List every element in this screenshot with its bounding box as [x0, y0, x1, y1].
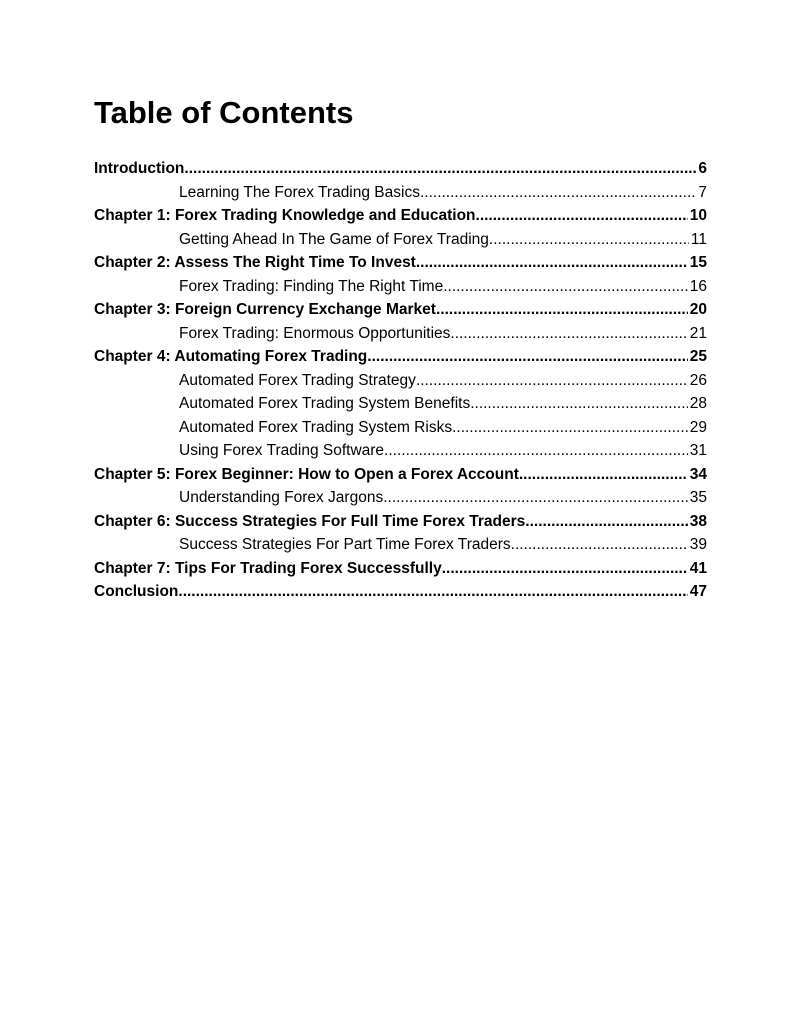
toc-entry-title: Automated Forex Trading System Benefits — [179, 395, 471, 412]
toc-dot-leader — [443, 275, 688, 299]
toc-section-entry[interactable] — [94, 369, 707, 393]
toc-entry-title: Introduction — [94, 160, 185, 177]
toc-entry-title: Automated Forex Trading Strategy — [179, 371, 416, 389]
toc-chapter-entry[interactable] — [94, 298, 707, 322]
toc-entry-title: Conclusion — [94, 583, 179, 600]
toc-section-entry[interactable] — [94, 322, 707, 346]
toc-dot-leader — [519, 463, 688, 487]
toc-dot-leader — [383, 486, 688, 510]
toc-entry-title: Chapter 2: Assess The Right Time To Invest — [94, 254, 416, 271]
toc-page-number: 7 — [698, 183, 707, 201]
toc-section-entry[interactable] — [94, 439, 707, 463]
toc-page-number: 25 — [689, 348, 707, 365]
toc-page-number: 15 — [689, 254, 707, 271]
toc-entry-title: Understanding Forex Jargons — [179, 489, 384, 506]
toc-dot-leader — [178, 580, 687, 604]
toc-dot-leader — [367, 345, 687, 369]
toc-section-entry[interactable] — [94, 416, 707, 440]
toc-page-number: 29 — [689, 418, 707, 436]
toc-page-number: 6 — [698, 160, 707, 177]
toc-chapter-entry[interactable] — [94, 251, 707, 275]
toc-section-entry[interactable] — [94, 181, 707, 205]
toc-dot-leader — [416, 369, 688, 393]
toc-page-number: 16 — [689, 277, 707, 295]
toc-page-number: 20 — [689, 301, 707, 318]
toc-page-number: 34 — [689, 465, 707, 483]
toc-entry-title: Using Forex Trading Software — [179, 442, 385, 459]
toc-chapter-entry[interactable] — [94, 157, 707, 181]
toc-dot-leader — [452, 416, 688, 440]
toc-page-number: 39 — [689, 536, 707, 553]
toc-section-entry[interactable] — [94, 533, 707, 557]
toc-section-entry[interactable] — [94, 228, 707, 252]
toc-entry-title: Chapter 6: Success Strategies For Full Time Forex Traders — [94, 512, 526, 530]
toc-dot-leader — [470, 392, 688, 416]
toc-entry-title: Getting Ahead In The Game of Forex Trading — [179, 230, 489, 248]
toc-entry-title: Chapter 5: Forex Beginner: How to Open a Forex Account — [94, 465, 519, 483]
toc-section-entry[interactable] — [94, 392, 707, 416]
toc-dot-leader — [511, 533, 688, 557]
toc-entry-title: Success Strategies For Part Time Forex Traders — [179, 536, 511, 553]
toc-page-number: 47 — [689, 583, 707, 600]
toc-dot-leader — [525, 510, 687, 534]
toc-entry-title: Forex Trading: Finding The Right Time — [179, 277, 444, 295]
toc-page-number: 31 — [689, 442, 707, 459]
toc-dot-leader — [384, 439, 688, 463]
toc-page-number: 38 — [689, 512, 707, 530]
toc-entry-title: Automated Forex Trading System Risks — [179, 418, 453, 436]
toc-dot-leader — [442, 557, 688, 581]
toc-page-number: 21 — [689, 324, 707, 342]
toc-entry-title: Learning The Forex Trading Basics — [179, 183, 420, 201]
toc-entry-title: Forex Trading: Enormous Opportunities — [179, 324, 451, 342]
toc-chapter-entry[interactable] — [94, 204, 707, 228]
toc-chapter-entry[interactable] — [94, 580, 707, 604]
toc-chapter-entry[interactable] — [94, 510, 707, 534]
toc-dot-leader — [489, 228, 689, 252]
toc-dot-leader — [450, 322, 687, 346]
toc-entry-title: Chapter 1: Forex Trading Knowledge and Education — [94, 207, 476, 224]
toc-section-entry[interactable] — [94, 275, 707, 299]
toc-page-number: 41 — [689, 559, 707, 577]
page-title: Table of Contents — [94, 95, 354, 130]
toc-dot-leader — [476, 204, 688, 228]
toc-page-number: 10 — [689, 207, 707, 224]
table-of-contents — [94, 157, 707, 604]
toc-page-number: 26 — [689, 371, 707, 389]
toc-page-number: 11 — [690, 230, 707, 248]
toc-page-number: 28 — [689, 395, 707, 412]
toc-dot-leader — [420, 181, 696, 205]
toc-chapter-entry[interactable] — [94, 345, 707, 369]
toc-section-entry[interactable] — [94, 486, 707, 510]
toc-entry-title: Chapter 4: Automating Forex Trading — [94, 348, 368, 365]
toc-entry-title: Chapter 7: Tips For Trading Forex Successfully — [94, 559, 442, 577]
toc-page-number: 35 — [689, 489, 707, 506]
toc-dot-leader — [184, 157, 696, 181]
toc-chapter-entry[interactable] — [94, 463, 707, 487]
toc-dot-leader — [436, 298, 688, 322]
toc-dot-leader — [416, 251, 688, 275]
toc-entry-title: Chapter 3: Foreign Currency Exchange Market — [94, 301, 436, 318]
toc-chapter-entry[interactable] — [94, 557, 707, 581]
